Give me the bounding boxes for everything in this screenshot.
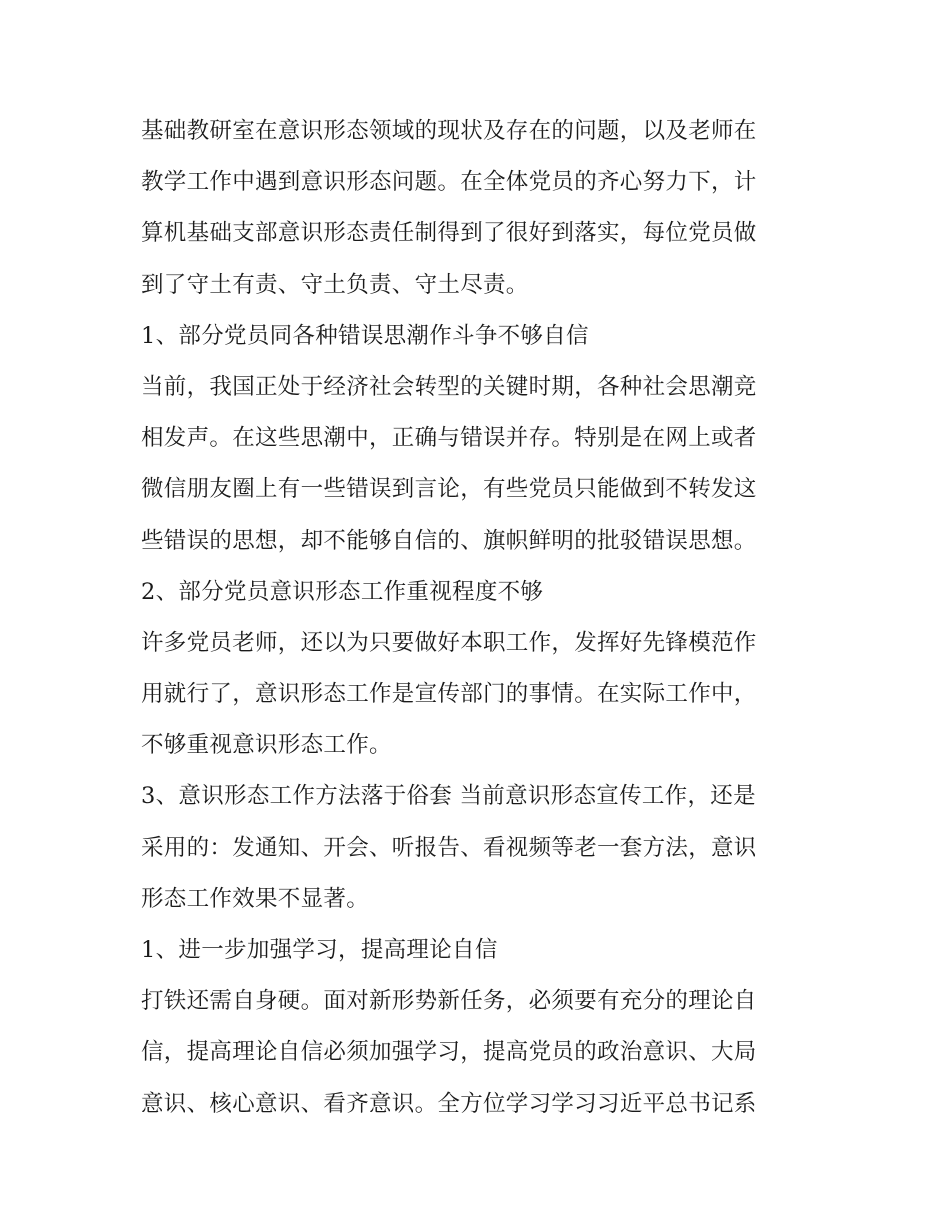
text-line: 信，提高理论自信必须加强学习，提高党员的政治意识、大局 bbox=[141, 1039, 757, 1066]
text-line: 意识、核心意识、看齐意识。全方位学习学习习近平总书记系 bbox=[141, 1090, 757, 1117]
text-line: 教学工作中遇到意识形态问题。在全体党员的齐心努力下，计 bbox=[141, 169, 757, 196]
section-heading: 1、进一步加强学习，提高理论自信 bbox=[141, 937, 498, 963]
text-line: 用就行了，意识形态工作是宣传部门的事情。在实际工作中， bbox=[141, 681, 757, 708]
text-line: 许多党员老师，还以为只要做好本职工作，发挥好先锋模范作 bbox=[141, 629, 757, 656]
text-line: 基础教研室在意识形态领域的现状及存在的问题，以及老师在 bbox=[141, 118, 757, 144]
text-line: 不够重视意识形态工作。 bbox=[141, 732, 392, 759]
text-line: 当前，我国正处于经济社会转型的关键时期，各种社会思潮竞 bbox=[141, 373, 757, 400]
text-line: 形态工作效果不显著。 bbox=[141, 885, 370, 912]
text-line: 采用的：发通知、开会、听报告、看视频等老一套方法，意识 bbox=[141, 834, 757, 861]
text-line: 些错误的思想，却不能够自信的、旗帜鲜明的批驳错误思想。 bbox=[141, 527, 757, 554]
body-text bbox=[141, 106, 821, 1130]
text-line: 算机基础支部意识形态责任制得到了很好到落实，每位党员做 bbox=[141, 220, 757, 247]
section-heading: 2、部分党员意识形态工作重视程度不够 bbox=[141, 578, 544, 605]
text-line: 相发声。在这些思潮中，正确与错误并存。特别是在网上或者 bbox=[141, 425, 757, 452]
text-line: 微信朋友圈上有一些错误到言论，有些党员只能做到不转发这 bbox=[141, 476, 757, 503]
text-line: 到了守土有责、守土负责、守土尽责。 bbox=[141, 271, 529, 298]
text-line: 打铁还需自身硬。面对新形势新任务，必须要有充分的理论自 bbox=[141, 988, 757, 1015]
section-heading: 1、部分党员同各种错误思潮作斗争不够自信 bbox=[141, 322, 589, 349]
section-heading: 3、意识形态工作方法落于俗套 当前意识形态宣传工作，还是 bbox=[141, 783, 756, 810]
